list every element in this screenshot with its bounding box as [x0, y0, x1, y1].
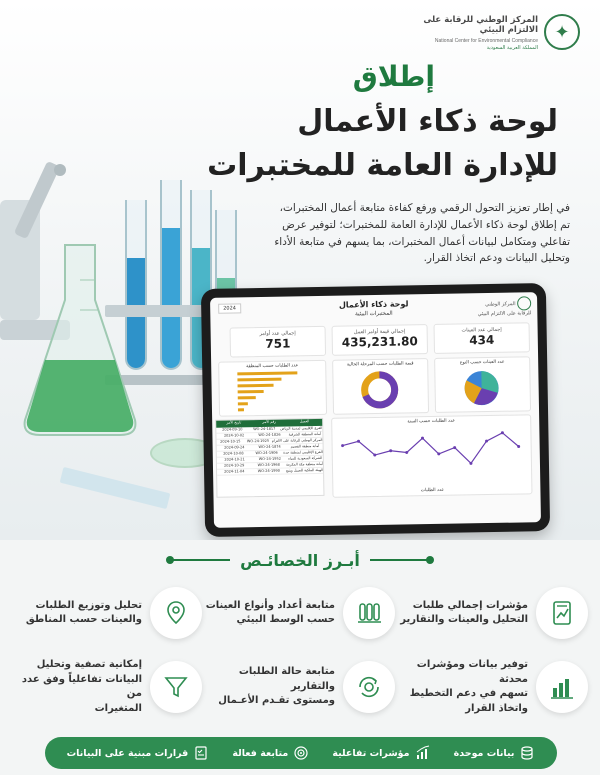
feature-line: واتخاذ القرار	[465, 702, 528, 714]
tablet-device	[201, 283, 550, 537]
logo-name-arabic: المركز الوطني للرقابة على الالتزام البيئي	[423, 15, 538, 35]
panel-title: عدد العينات حسب النوع	[459, 359, 505, 366]
feature-text	[12, 658, 150, 716]
benefit-item	[67, 745, 210, 761]
feature-card	[205, 656, 395, 718]
feature-text	[26, 599, 150, 628]
monthly-orders-panel	[331, 414, 532, 497]
table-cell: الهيئة الملكية للجبيل وينبع	[286, 467, 324, 473]
line-chart	[330, 422, 531, 487]
samples-by-type-panel	[434, 356, 531, 413]
table-cell: الفرع الإقليمي لمنطقة جدة	[283, 449, 323, 455]
dashboard-screen	[210, 292, 541, 528]
table-cell: الشركة السعودية للمياه	[288, 455, 323, 461]
report-chart-icon	[547, 598, 577, 628]
table-cell: 2024-10-08	[223, 451, 244, 456]
intro-line: تم إطلاق لوحة ذكاء الأعمال للإدارة العامة للمختبرات؛ لتوفير عرض	[282, 218, 570, 231]
feature-text	[400, 599, 536, 628]
feature-line: والعينات حسب المناطق	[25, 614, 142, 625]
table-cell: WO-24-1968	[257, 462, 280, 468]
feature-card	[205, 582, 395, 644]
feature-line: متابعة أعداد وأنواع العينات	[205, 599, 335, 611]
feature-line: المتغيرات	[94, 702, 142, 714]
filter-icon	[161, 672, 191, 702]
panel-title: عدد الطلبات حسب المنطقة	[246, 363, 299, 370]
feature-text	[205, 665, 343, 709]
feature-card	[398, 656, 588, 718]
flask-icon	[20, 240, 140, 440]
benefits-bar	[45, 737, 557, 769]
intro-line: في إطار تعزيز التحول الرقمي ورفع كفاءة متابعة أعمال المختبرات،	[279, 202, 570, 214]
growth-chart-icon	[415, 745, 431, 761]
table-cell: أمانة المنطقة الشرقية	[288, 431, 321, 437]
column-header[interactable]: رقم الأمر	[262, 419, 277, 424]
target-icon	[293, 745, 309, 761]
feature-icon-circle	[343, 587, 395, 639]
organization-logo	[410, 14, 580, 56]
year-filter[interactable]: 2024	[218, 303, 241, 313]
table-cell: WO-24-1826	[258, 432, 281, 438]
logo-country: المملكة العربية السعودية	[486, 45, 538, 51]
panel-title: قيمة الطلبات حسب المرحلة الحالية	[346, 361, 414, 368]
feature-text	[398, 658, 536, 716]
database-icon	[519, 745, 535, 761]
table-cell: WO-24-1990	[257, 468, 280, 474]
feature-icon-circle	[343, 661, 395, 713]
column-header[interactable]: تاريخ الأمر	[226, 420, 242, 425]
feature-line: التحليل والعينات والتقارير	[400, 614, 528, 625]
table-cell: 2024-10-02	[223, 433, 245, 438]
feature-line: البيانات تفاعلياً وفق عدد من	[21, 673, 142, 699]
table-cell: الفرع الإقليمي لمدينة الرياض	[280, 425, 323, 431]
kpi-card	[332, 324, 429, 356]
table-row[interactable]	[217, 468, 323, 476]
features-section	[0, 540, 600, 775]
table-cell: WO-24-1906	[255, 450, 278, 456]
feature-card	[12, 582, 202, 644]
feature-text	[206, 599, 343, 628]
table-cell: 2024-10-29	[223, 463, 245, 468]
features-heading	[0, 548, 600, 572]
region-bar-chart	[217, 368, 326, 415]
refresh-gear-icon	[354, 672, 384, 702]
table-cell: أمانة منطقة القصيم	[290, 443, 320, 449]
table-cell: 2024-11-04	[224, 469, 245, 474]
orders-table	[215, 418, 324, 498]
dashboard-title: لوحة ذكاء الأعمال	[338, 299, 409, 310]
table-cell: 2024-10-15	[220, 439, 241, 444]
feature-line: تحليل وتوزيع الطلبات	[35, 599, 142, 611]
feature-line: ومستوى تقـدم الأعـمال	[218, 695, 335, 707]
feature-line: متابعة حالة الطلبات والتقارير	[238, 666, 335, 692]
donut-chart	[331, 366, 428, 413]
orders-value-panel	[332, 358, 429, 415]
table-cell: 2024-09-24	[224, 445, 245, 450]
benefit-item	[232, 745, 309, 761]
title-department: للإدارة العامة للمختبرات	[207, 148, 558, 183]
feature-icon-circle	[150, 661, 202, 713]
benefit-label: متابعة فعالة	[232, 747, 289, 759]
intro-line: وتحليل البيانات ودعم اتخاذ القرار.	[423, 252, 570, 265]
map-pin-icon	[161, 598, 191, 628]
benefit-label: مؤشرات تفاعلية	[332, 747, 410, 759]
benefit-item	[454, 745, 536, 761]
orders-by-region-panel	[218, 360, 327, 417]
pie-chart	[433, 364, 530, 411]
table-cell: WO-24-1817	[253, 426, 276, 432]
feature-line: توفير بيانات ومؤشرات محدثة	[416, 659, 528, 685]
feature-line: حسب الوسط البيئي	[236, 614, 335, 625]
feature-line: مؤشرات إجمالي طلبات	[412, 599, 528, 611]
feature-icon-circle	[536, 661, 588, 713]
test-tubes-icon	[354, 598, 384, 628]
features-title: أبـرز الخصائـص	[240, 550, 360, 570]
axis-label: عدد الطلبات	[420, 487, 445, 494]
kpi-label: إجمالي عدد العينات	[461, 326, 502, 334]
intro-paragraph	[265, 200, 570, 267]
kpi-value: 434	[469, 332, 495, 348]
benefit-label: قرارات مبنية على البيانات	[66, 747, 189, 759]
table-cell: WO-24-1952	[258, 456, 281, 462]
feature-icon-circle	[536, 587, 588, 639]
dashboard-subtitle: المختبرات البيئية	[354, 310, 393, 318]
kpi-value: 751	[265, 336, 291, 351]
panel-title: عدد الطلبات حسب السنة	[407, 418, 456, 425]
kpi-value: 435,231.80	[341, 334, 418, 350]
table-cell: أمانة منطقة مكة المكرمة	[285, 461, 323, 467]
feature-icon-circle	[150, 587, 202, 639]
emblem-icon: ✦	[544, 14, 580, 50]
divider	[170, 559, 230, 561]
table-cell: WO-24-1925	[246, 438, 270, 444]
kpi-card	[230, 326, 327, 358]
dashboard-logo-text: المركز الوطني للرقابة على الالتزام البيئي	[477, 301, 532, 318]
table-cell: 2024-10-21	[224, 457, 245, 462]
title-launch: إطلاق	[352, 60, 435, 93]
glass-slide	[60, 467, 171, 509]
kpi-card	[434, 322, 531, 354]
title-dashboard: لوحة ذكاء الأعمال	[297, 104, 558, 139]
kpi-label: إجمالي قيمة أوامر العمل	[353, 328, 406, 336]
checklist-icon	[193, 745, 209, 761]
feature-line: إمكانية تصفية وتحليل	[36, 659, 142, 670]
kpi-label: إجمالي عدد أوامر	[259, 330, 296, 338]
logo-name-english: National Center for Environmental Compliance	[434, 38, 538, 44]
feature-line: تسهم في دعم التخطيط	[409, 688, 528, 699]
feature-card	[398, 582, 588, 644]
feature-card	[12, 656, 202, 718]
benefit-item	[332, 745, 430, 761]
table-cell: WO-24-1874	[258, 444, 281, 450]
bar-chart-icon	[547, 672, 577, 702]
test-tube	[160, 180, 182, 370]
divider	[370, 559, 430, 561]
intro-line: تفاعلي ومتكامل لبيانات أعمال المختبرات، بما يسهم في متابعة الأداء	[274, 235, 570, 248]
benefit-label: بيانات موحدة	[453, 747, 515, 759]
column-header[interactable]: العميل	[299, 419, 310, 424]
table-cell: 2024-09-10	[222, 427, 243, 432]
table-cell: المركز الوطني للرقابة على الالتزام	[271, 437, 323, 443]
